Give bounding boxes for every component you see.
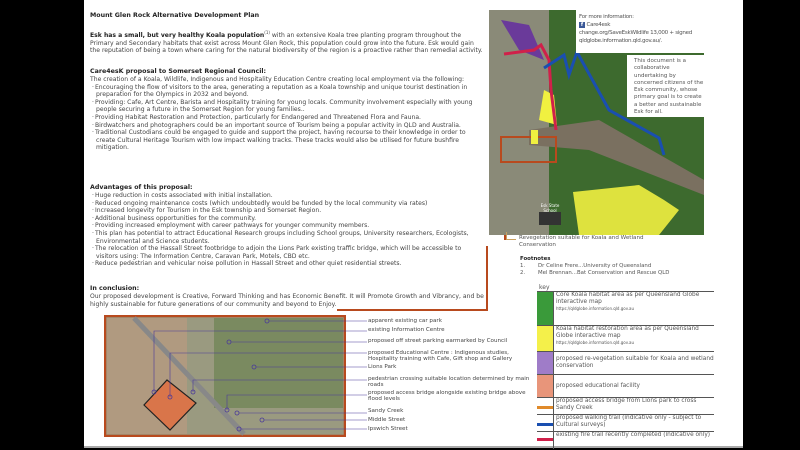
- proposal-heading: Care4esK proposal to Somerset Regional Council:: [90, 68, 267, 75]
- key-item: proposed walking trail (indicative only - subject to Cultural surveys): [553, 415, 714, 431]
- list-item: · This plan has potential to attract Educational Research groups including School groups, University researchers, Ecologists, Environmental and Science students.: [90, 230, 485, 245]
- map-label: existing Information Centre: [368, 327, 533, 333]
- key-item: Core Koala habitat area as per Queensland Globe interactive map https://qldglobe.information.qld.gov.au: [553, 292, 714, 325]
- about-text: This document is a collaborative undertaking by concerned citizens of the Esk community, whose primary goal is to create a better and sustainable Esk for all.: [627, 55, 704, 117]
- key-swatch: [537, 375, 553, 397]
- list-item: · Providing: Cafe, Art Centre, Barista and Hospitality training for young locals. Community involvement especially with young people securing a future in the Somerset Region for young families..: [90, 99, 485, 114]
- map-leader-lines: [104, 315, 368, 437]
- map-label: pedestrian crossing suitable location determined by main roads: [368, 376, 533, 389]
- list-item: · Reduced ongoing maintenance costs (which undoubtedly would be funded by the local community via rates): [90, 200, 485, 208]
- key-item: proposed access bridge from Lions park to cross Sandy Creek: [553, 398, 714, 414]
- key-line-swatch: [537, 398, 553, 414]
- key-heading: key: [539, 284, 550, 291]
- list-item: · Birdwatchers and photographers could be an important source of Tourism being a popular activity in QLD and Australia.: [90, 122, 485, 130]
- advantages-heading: Advantages of this proposal:: [90, 184, 193, 191]
- intro-paragraph: Esk has a small, but very healthy Koala population$^{(1)}$ with an extensive Koala tree planting program throughout the Primary and Secondary habitats that exist across Mount Glen Rock, this population could grow into the future. Esk would gain the reputation of being a town where caring for the natural biodiversity of the region is a proactive rather than remedial activity.: [90, 30, 483, 55]
- list-item: · The relocation of the Hassall Street footbridge to adjoin the Lions Park existing traffic bridge, which will be accessible to visitors using: The Information Centre, Caravan Park, Motels, CBD etc.: [90, 245, 485, 260]
- list-item: · Reduce pedestrian and vehicular noise pollution in Hassall Street and other quiet residential streets.: [90, 260, 485, 268]
- key-item: proposed educational facility: [553, 375, 640, 397]
- facebook-link[interactable]: Care4esk: [586, 22, 611, 28]
- key-item: proposed re-vegetation suitable for Koala and wetland conservation: [553, 352, 714, 374]
- school-label: Esk State School: [540, 203, 560, 213]
- proposal-section: The creation of a Koala, Wildlife, Indigenous and Hospitality Education Centre creating local employment via the following: · Encouraging the flow of visitors to the area, generating a reputation as a Koala township and unique tourist destination in preparation for the Olympics in 2032 and beyond. · Providing: Cafe, Art Centre, Barista and Hospitality training for young locals. Community involvement especially with young people securing a future in the Somerset Region for young families.. · Providing Habitat Restoration and Protection, particularly for Endangered and Threatened Flora and Fauna. · Birdwatchers and photographers could be an important source of Tourism being a popular activity in QLD and Australia. · Traditional Custodians could be engaged to guide and support the project, having recourse to their knowledge in order to create Cultural Heritage Tourism with low impact walking tracks. These tracks would also be utilised for future bushfire mitigation.: [90, 76, 485, 152]
- map-label: Ipswich Street: [368, 426, 533, 432]
- key-item: Koala habitat restoration area as per Queensland Globe interactive map https://qldglobe.information.qld.gov.au: [553, 326, 714, 351]
- key-swatch: [537, 292, 553, 325]
- school-label-box: [539, 212, 561, 225]
- facebook-icon: f: [580, 22, 584, 28]
- map-label: apparent existing car park: [368, 318, 533, 324]
- key-swatch: [537, 352, 553, 374]
- list-item: · Providing Habitat Restoration and Protection, particularly for Endangered and Threatened Flora and Fauna.: [90, 114, 485, 122]
- key-swatch: [537, 326, 553, 351]
- conclusion-text: Our proposed development is Creative, Forward Thinking and has Economic Benefit. It will Promote Growth and Vibrancy, and be highly sustainable for future generations of our community and beyond to Enjoy.: [90, 293, 484, 308]
- list-item: · Traditional Custodians could be engaged to guide and support the project, having recourse to their knowledge in order to create Cultural Heritage Tourism with low impact walking tracks. These tracks would also be utilised for future bushfire mitigation.: [90, 129, 485, 152]
- qldglobe-link[interactable]: qldglobe.information.qld.gov.au/.: [579, 38, 662, 44]
- document-page: [84, 0, 743, 448]
- list-item: · Providing increased employment with career pathways for younger community members.: [90, 222, 485, 230]
- list-item: · Encouraging the flow of visitors to the area, generating a reputation as a Koala township and unique tourist destination in preparation for the Olympics in 2032 and beyond.: [90, 84, 485, 99]
- reveg-leader-line: [506, 232, 516, 240]
- map-label: Middle Street: [368, 417, 533, 423]
- key-line-swatch: [537, 415, 553, 431]
- footnotes: Footnotes 1. Dr Celine Frere...University of Queensland 2. Mel Brennan...Bat Conservation and Rescue QLD: [520, 256, 670, 276]
- change-link[interactable]: change.org/SaveEskWildlife 13,000 + signed: [579, 30, 692, 36]
- map-label: proposed Educational Centre : Indigenous studies, Hospitality training with Cafe, Gift shop and Gallery: [368, 350, 533, 363]
- map-label: proposed access bridge alongside existing bridge above flood levels: [368, 390, 533, 403]
- map-key: [537, 291, 714, 449]
- map-label: Sandy Creek: [368, 408, 533, 414]
- map-label: proposed off street parking earmarked by Council: [368, 338, 533, 344]
- list-item: · Huge reduction in costs associated with initial installation.: [90, 192, 485, 200]
- document-title: Mount Glen Rock Alternative Development Plan: [90, 12, 260, 19]
- key-item: existing fire trail recently completed (indicative only): [553, 432, 710, 449]
- map-label: Lions Park: [368, 364, 533, 370]
- conclusion-heading: In conclusion:: [90, 285, 140, 292]
- map-connector-line: [337, 246, 488, 311]
- list-item: · Increased longevity for Tourism in the Esk township and Somerset Region.: [90, 207, 485, 215]
- reveg-label: Revegetation suitable for Koala and Wetland Conservation: [519, 235, 644, 249]
- info-box: [576, 10, 716, 53]
- key-line-swatch: [537, 432, 553, 449]
- list-item: · Additional business opportunities for the community.: [90, 215, 485, 223]
- info-heading: For more information:: [579, 14, 634, 20]
